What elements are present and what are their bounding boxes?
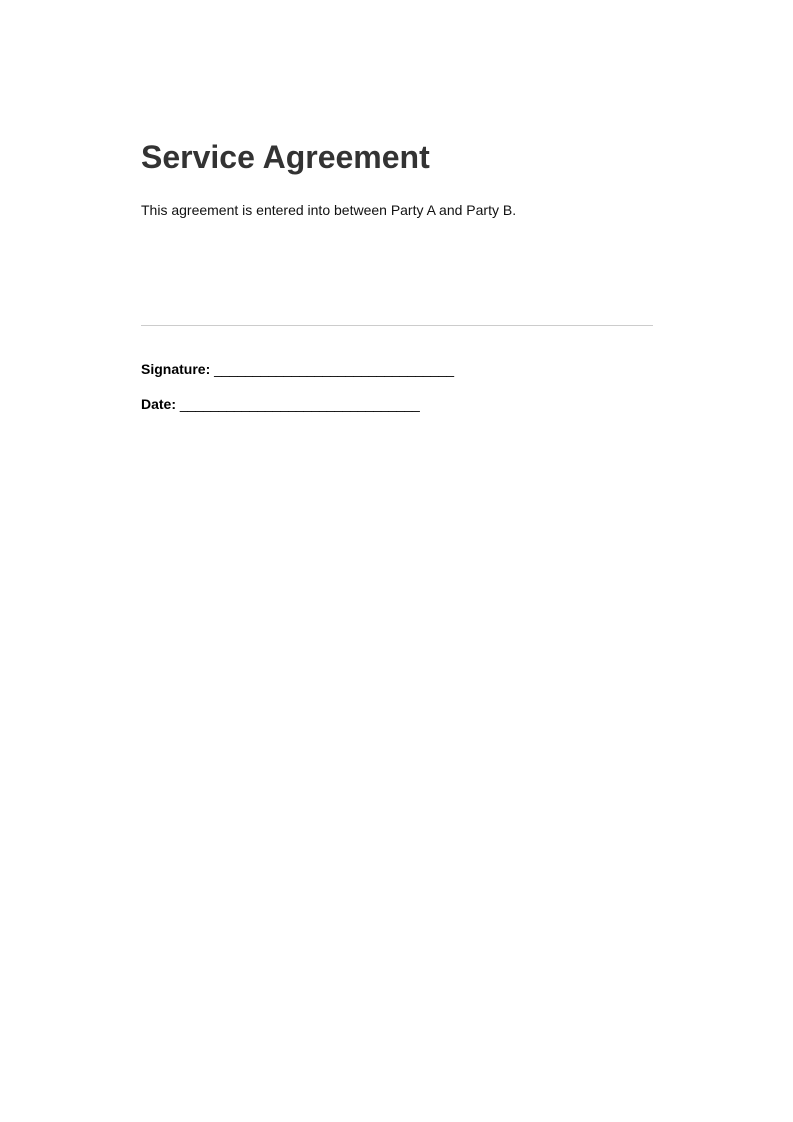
date-label: Date: — [141, 396, 177, 412]
intro-paragraph: This agreement is entered into between Party A and Party B. — [141, 202, 517, 218]
date-blank: _______________________________ — [179, 396, 420, 412]
divider — [141, 325, 653, 326]
signature-blank: _______________________________ — [214, 361, 454, 377]
signature-label: Signature: — [141, 361, 211, 377]
document-title: Service Agreement — [141, 139, 430, 175]
signature-field — [141, 361, 454, 377]
date-field — [141, 396, 420, 412]
